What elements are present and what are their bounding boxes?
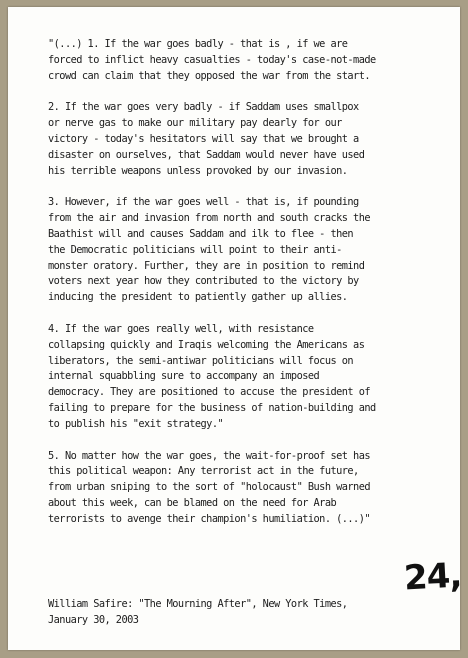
paragraph-3: 3. However, if the war goes well - that is, if pounding from the air and invasion from north and south cracks the Baathist will and causes Saddam and ilk to flee - then the Democratic politicians will point to their anti- monster oratory. Further, they are in position to remind voters next year how they contributed to the victory by inducing the president to patiently gather up allies. xyxy=(48,196,371,304)
document-page xyxy=(8,7,463,650)
paragraph-1: "(...) 1. If the war goes badly - that is , if we are forced to inflict heavy casualties - today's case-not-made crowd can claim that they opposed the war from the start. xyxy=(48,38,376,82)
document-body xyxy=(48,37,448,544)
paragraph-2: 2. If the war goes very badly - if Saddam uses smallpox or nerve gas to make our military pay dearly for our victory - today's hesitators will say that we brought a disaster on ourselves, that Saddam would never have used his terrible weapons unless provoked by our invasion. xyxy=(48,101,365,177)
citation: William Safire: "The Mourning After", New York Times, January 30, 2003 xyxy=(48,598,348,626)
paragraph-5: 5. No matter how the war goes, the wait-for-proof set has this political weapon: Any terrorist act in the future, from urban sniping to the sort of "holocaust" Bush warned about this week, can be blamed on the need for Arab terrorists to avenge their champion's humiliation. (...)" xyxy=(48,449,371,525)
paragraph-4: 4. If the war goes really well, with resistance collapsing quickly and Iraqis welcoming the Americans as liberators, the semi-antiwar politicians will focus on internal squabbling sure to accompany an imposed democracy. They are positioned to accuse the president of failing to prepare for the business of nation-building and to publish his "exit strategy." xyxy=(48,322,376,430)
handwritten-page-number: 24, xyxy=(402,555,463,599)
